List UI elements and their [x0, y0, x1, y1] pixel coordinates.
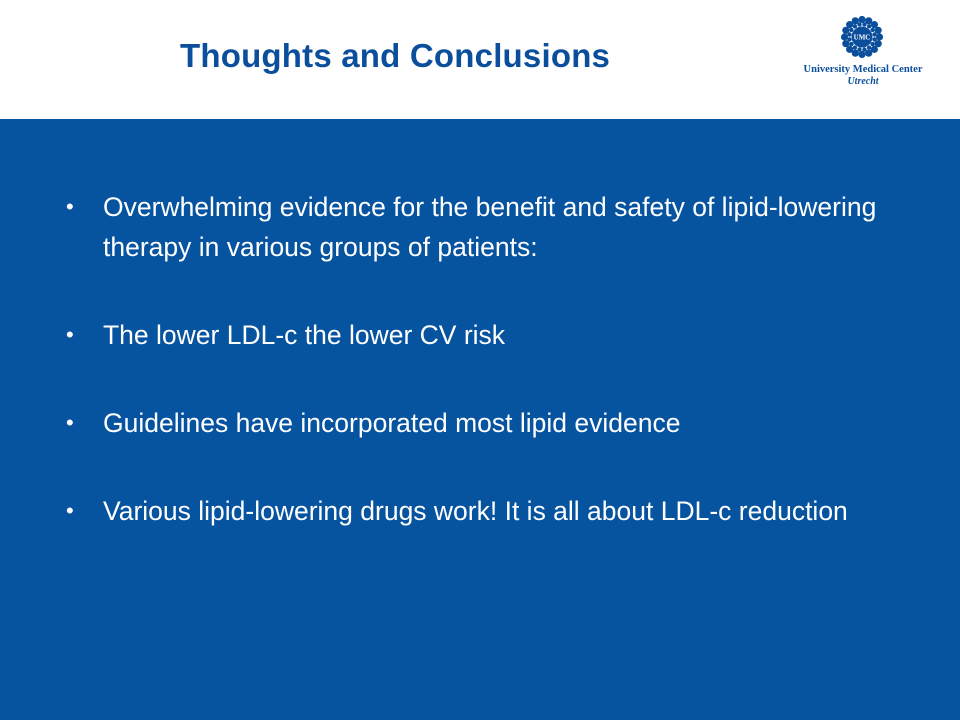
- logo-ray-dot: [841, 33, 848, 40]
- bullet-list: [62, 187, 882, 579]
- slide-title: Thoughts and Conclusions: [180, 37, 611, 74]
- logo-ray-dot: [858, 51, 865, 58]
- bullet-text: Guidelines have incorporated most lipid evidence: [103, 408, 681, 438]
- bullet-item: [62, 491, 882, 531]
- logo-ray-dot: [857, 22, 861, 26]
- logo-mark-text: UMC: [853, 33, 871, 42]
- umc-sun-logo-icon: [839, 14, 885, 60]
- bullet-item: [62, 403, 882, 443]
- logo-ray-dot: [867, 45, 871, 49]
- bullet-marker: •: [66, 322, 74, 347]
- logo-ray-dot: [870, 42, 874, 46]
- bullet-text: The lower LDL-c the lower CV risk: [103, 320, 506, 350]
- logo-name: University Medical Center: [803, 64, 923, 75]
- logo-ray-dot: [853, 45, 857, 49]
- logo-ray-dot: [858, 16, 865, 23]
- logo-city: Utrecht: [847, 76, 879, 87]
- logo-ray-dot: [876, 33, 883, 40]
- bullet-marker: •: [66, 410, 74, 435]
- bullet-item: [62, 315, 882, 355]
- logo-ray-dot: [872, 37, 876, 41]
- bullet-marker: •: [66, 498, 74, 523]
- bullet-text: Overwhelming evidence for the benefit and safety of lipid-lowering therapy in various groups of patients:: [103, 192, 877, 262]
- logo-ray-dot: [847, 37, 851, 41]
- logo-ray-dot: [872, 32, 876, 36]
- logo-ray-dot: [870, 28, 874, 32]
- umc-utrecht-logo: [796, 14, 930, 94]
- slide-body: [0, 119, 960, 720]
- bullet-item: [62, 187, 882, 267]
- logo-ray-dot: [849, 42, 853, 46]
- bullet-text: Various lipid-lowering drugs work! It is all about LDL-c reduction: [103, 496, 848, 526]
- logo-ray-dot: [847, 32, 851, 36]
- logo-ray-dot: [867, 24, 871, 28]
- logo-ray-dot: [862, 22, 866, 26]
- logo-ray-dot: [853, 24, 857, 28]
- logo-ray-dot: [857, 47, 861, 51]
- bullet-marker: •: [66, 194, 74, 219]
- logo-ray-dot: [849, 28, 853, 32]
- logo-ray-dot: [862, 47, 866, 51]
- slide-header: [0, 0, 960, 119]
